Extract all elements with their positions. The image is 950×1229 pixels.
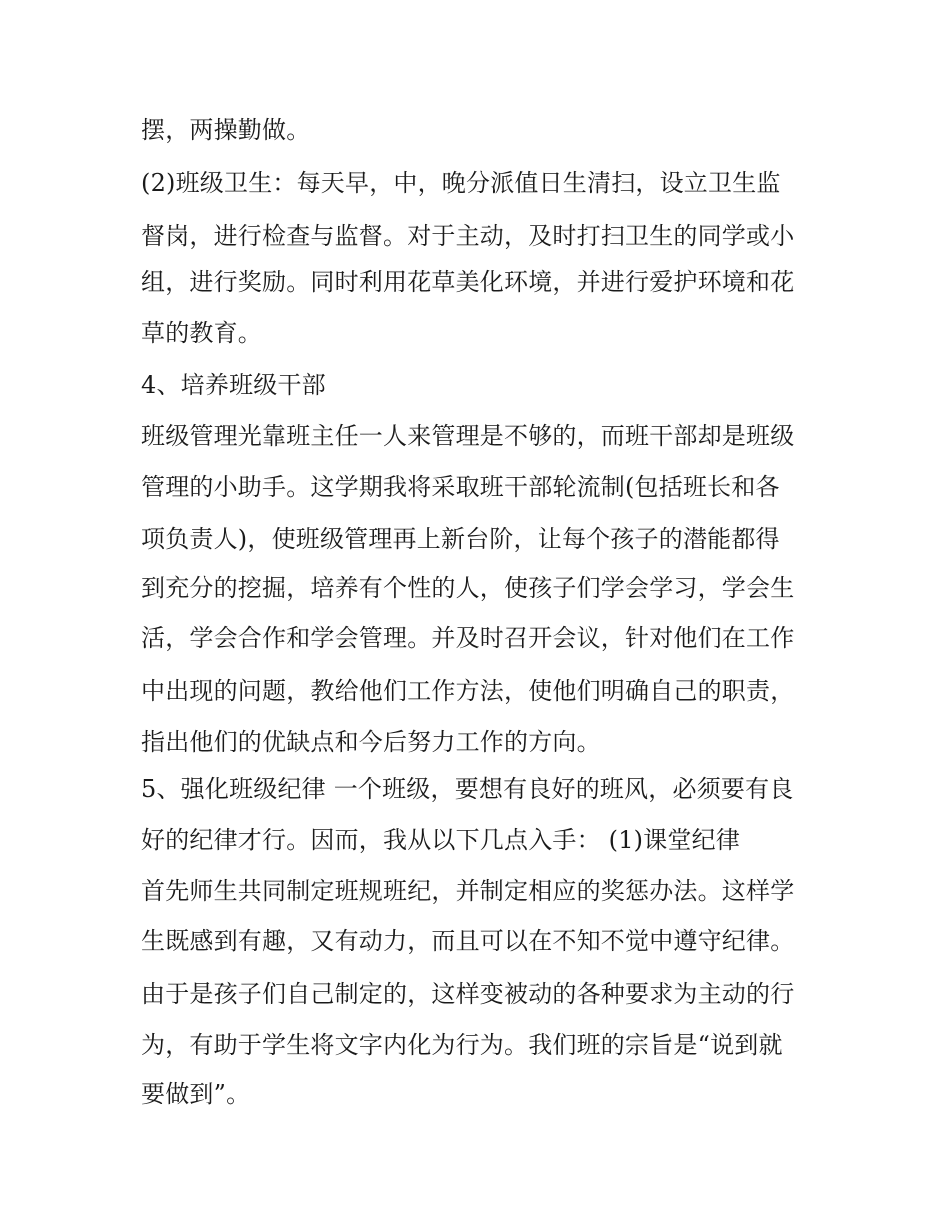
text-line: (2)班级卫生：每天早，中，晚分派值日生清扫，设立卫生监 (141, 169, 781, 197)
text-line: 活，学会合作和学会管理。并及时召开会议，针对他们在工作 (141, 624, 795, 652)
text-line: 生既感到有趣，又有动力，而且可以在不知不觉中遵守纪律。 (141, 927, 795, 955)
text-line: 草的教育。 (141, 319, 262, 347)
text-line: 中出现的问题，教给他们工作方法，使他们明确自己的职责， (141, 677, 795, 705)
text-line: 督岗，进行检查与监督。对于主动，及时打扫卫生的同学或小 (141, 222, 795, 250)
text-line: 要做到”。 (141, 1080, 251, 1108)
text-line: 首先师生共同制定班规班纪，并制定相应的奖惩办法。这样学 (141, 877, 795, 905)
text-line: 管理的小助手。这学期我将采取班干部轮流制(包括班长和各 (141, 473, 780, 501)
text-line: 为，有助于学生将文字内化为行为。我们班的宗旨是“说到就 (141, 1031, 783, 1059)
text-line: 指出他们的优缺点和今后努力工作的方向。 (141, 728, 601, 756)
text-line: 到充分的挖掘，培养有个性的人，使孩子们学会学习，学会生 (141, 574, 795, 602)
text-line: 组，进行奖励。同时利用花草美化环境，并进行爱护环境和花 (141, 268, 795, 296)
text-line: 由于是孩子们自己制定的，这样变被动的各种要求为主动的行 (141, 980, 795, 1008)
text-line: 摆，两操勤做。 (141, 116, 311, 144)
text-line: 项负责人)，使班级管理再上新台阶，让每个孩子的潜能都得 (141, 525, 780, 553)
section-heading: 4、培养班级干部 (141, 371, 326, 399)
text-line: 班级管理光靠班主任一人来管理是不够的，而班干部却是班级 (141, 422, 795, 450)
section-heading: 5、强化班级纪律 一个班级，要想有良好的班风，必须要有良 (141, 775, 794, 803)
text-line: 好的纪律才行。因而，我从以下几点入手： (1)课堂纪律 (141, 826, 741, 854)
